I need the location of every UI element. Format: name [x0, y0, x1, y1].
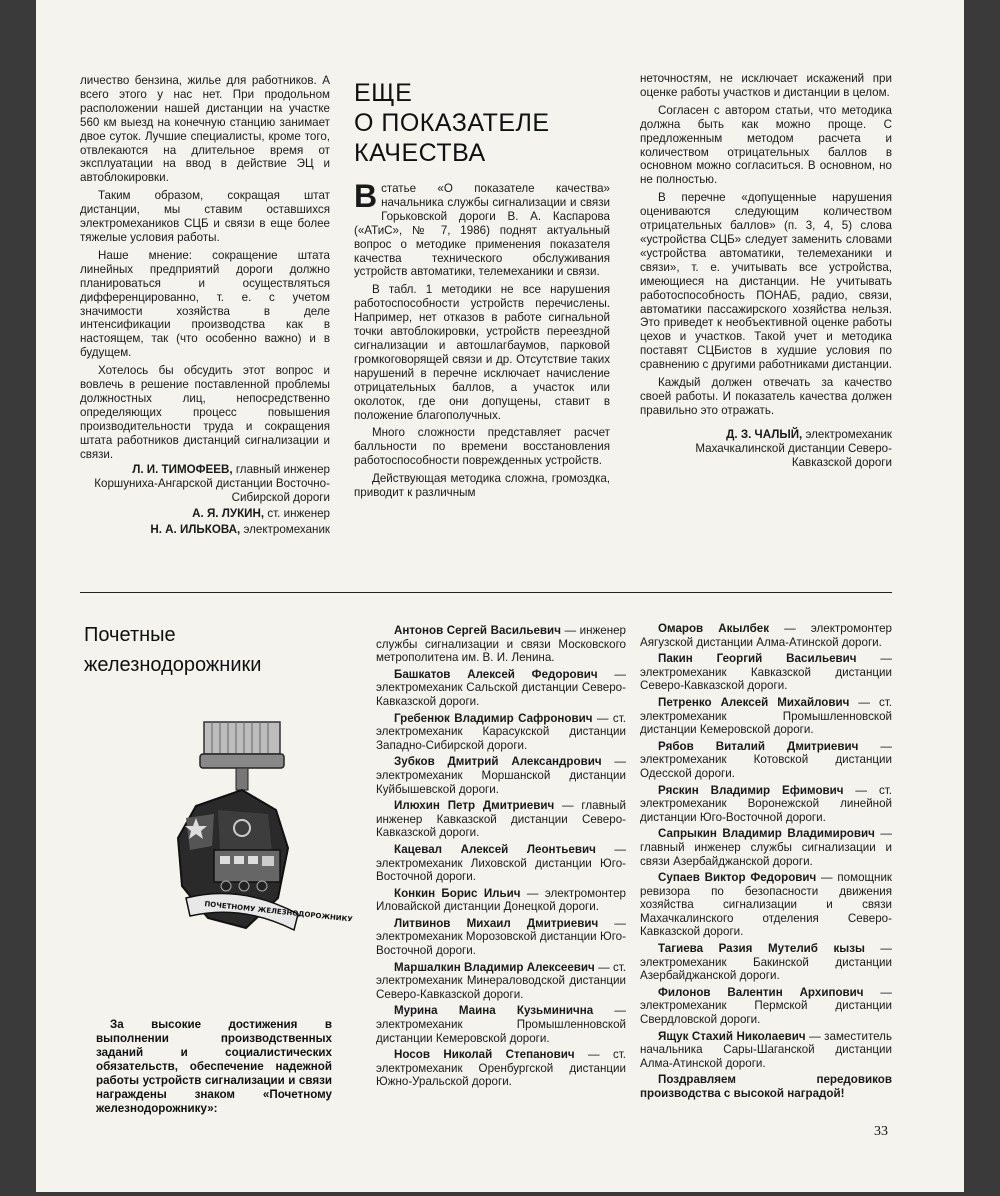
awardee-desc: — ст. электромеханик Минераловодской дистанции Северо-Кавказской дороги.: [376, 960, 626, 1001]
awardee-desc: — электромеханик Морозовской дистанции Юго-Восточной дороги.: [376, 916, 626, 958]
awardees-list-left: [376, 624, 626, 1092]
list-item: [376, 712, 626, 753]
awardee-desc: — электромеханик Лиховской дистанции Юго-Восточной дороги.: [376, 842, 626, 884]
paragraph: Согласен с автором статьи, что методика должна быть как можно проще. С предложенным методом расчета и количеством отрицательных баллов в основном можно согласиться. В основном, но не полностью.: [640, 103, 892, 187]
awardee-name: Маршалкин Владимир Алексеевич: [394, 960, 595, 974]
list-item: [376, 799, 626, 840]
article-headline: [354, 78, 610, 168]
awardee-name: Илюхин Петр Дмитриевич: [394, 799, 555, 813]
awardees-list-right: [640, 622, 892, 1104]
list-item: [376, 887, 626, 914]
list-item: [640, 740, 892, 781]
paragraph: Наше мнение: сокращение штата линейных предприятий дороги должно планироваться и осуществляться дифференцированно, т. е. с учетом значимости хозяйства в деле интенсификации производства как в настоящем, так (что особенно важно) и в будущем.: [80, 248, 330, 360]
awardee-desc: — ст. электромеханик Промышленновской дистанции Кемеровской дороги.: [640, 695, 892, 737]
page-number: 33: [874, 1124, 888, 1139]
awardee-name: Башкатов Алексей Федорович: [394, 667, 598, 681]
awardee-name: Тагиева Разия Мутелиб кызы: [658, 942, 865, 956]
award-intro: За высокие достижения в выполнении производственных заданий и социалистических обязательств, обеспечение надежной работы устройств сигнализации и связи награждены знаком «Почетному железнодорожнику»:: [96, 1018, 332, 1115]
awardee-name: Носов Николай Степанович: [394, 1048, 575, 1062]
awardee-desc: — ст. электромеханик Оренбургской дистанции Южно-Уральской дороги.: [376, 1048, 626, 1089]
awardee-name: Гребенюк Владимир Сафронович: [394, 711, 593, 725]
awardee-desc: — главный инженер Кавказской дистанции Северо-Кавказской дороги.: [376, 799, 626, 840]
awardee-name: Зубков Дмитрий Александрович: [394, 755, 602, 769]
awardee-name: Антонов Сергей Васильевич: [394, 624, 561, 637]
section-title: [84, 620, 324, 680]
right-column: [640, 72, 892, 469]
signature-role: электромеханик Махачкалинской дистанции Северо-Кавказской дороги: [695, 427, 892, 469]
awardee-name: Петренко Алексей Михайлович: [658, 695, 850, 709]
awardee-desc: — электромеханик Бакинской дистанции Азербайджанской дороги.: [640, 942, 892, 983]
list-item: [376, 1004, 626, 1045]
awardee-name: Рябов Виталий Дмитриевич: [658, 739, 859, 753]
list-item: [376, 843, 626, 884]
awardee-name: Ящук Стахий Николаевич: [658, 1029, 806, 1043]
list-item: [640, 986, 892, 1027]
badge-inscription: ПОЧЕТНОМУ ЖЕЛЕЗНОДОРОЖНИКУ: [203, 900, 354, 924]
list-item: [640, 784, 892, 825]
signature-role: электромеханик: [243, 523, 330, 537]
awardee-desc: — электромеханик Промышленновской дистанции Кемеровской дороги.: [376, 1004, 626, 1045]
awardee-name: Сапрыкин Владимир Владимирович: [658, 827, 875, 841]
awardee-desc: — инженер службы сигнализации и связи Московского метрополитена им. В. И. Ленина.: [376, 624, 626, 665]
awardee-desc: — электромеханик Пермской дистанции Свердловской дороги.: [640, 985, 892, 1027]
paragraph: личество бензина, жилье для работников. А всего этого у нас нет. При продольном расположении нашей дистанции на участке 560 км выезд на конечную станцию занимает двое суток. Лучшие специалисты, кроме того, отвлекаются на длительное время от эксплуатации на ввод в действие ЭЦ и автоблокировки.: [80, 74, 330, 185]
awardee-name: Мурина Маина Кузьминична: [394, 1004, 594, 1018]
paragraph: Много сложности представляет расчет балльности по времени восстановления работоспособности поврежденных устройств.: [354, 426, 610, 468]
section-title-line: железнодорожники: [84, 654, 262, 676]
list-item: [376, 917, 626, 958]
awardee-desc: — электромеханик Моршанской дистанции Куйбышевской дороги.: [376, 755, 626, 796]
signature: [80, 507, 330, 521]
list-item: [640, 871, 892, 939]
signature-name: Л. И. ТИМОФЕЕВ,: [132, 463, 233, 477]
awardee-desc: — электромеханик Кавказской дистанции Северо-Кавказской дороги.: [640, 652, 892, 693]
signature-role: ст. инженер: [267, 507, 330, 521]
list-item: [640, 827, 892, 868]
paragraph: [354, 178, 610, 279]
paragraph: В табл. 1 методики не все нарушения работоспособности устройств перечислены. Например, нет отказов в работе сигнальной точки автоблокировки, устройств переездной сигнализации и автошлагбаумов, парковой громкоговорящей связи и др. Отсутствие таких нарушений в перечне исключает начисление отрицательных баллов, а участок или околоток, где они допущены, ставит в положение благополучных.: [354, 283, 610, 422]
list-item: [640, 942, 892, 983]
section-divider: [80, 592, 892, 593]
signature: [80, 463, 330, 505]
awardee-desc: — электромонтер Аягузской дистанции Алма-Атинской дороги.: [640, 622, 892, 649]
signature: [640, 428, 892, 470]
awardee-name: Супаев Виктор Федорович: [658, 871, 817, 885]
awardee-desc: — ст. электромеханик Воронежской линейной дистанции Юго-Восточной дороги.: [640, 783, 892, 824]
paragraph: В перечне «допущенные нарушения оцениваются следующим количеством отрицательных баллов» (п. 3, 4, 5) слова «устройства СЦБ» следует заменить словами «устройства автоматики, телемеханики и связи», т. е. учитывать все устройства, имеющиеся на дистанции. Не учитывать работоспособность ПОНАБ, радио, связи, автоматики пассажирского хозяйства нельзя. Это приведет к необъективной оценке работы цехов и участков. Такой учет и методика поставят СЦБистов в худшие условия по сравнению с другими работниками дистанции.: [640, 191, 893, 372]
signature-name: Д. З. ЧАЛЫЙ,: [726, 427, 803, 441]
awardee-desc: — главный инженер службы сигнализации и связи Азербайджанской дороги.: [640, 827, 892, 868]
awardee-desc: — заместитель начальника Сары-Шаганской дистанции Алма-Атинской дороги.: [640, 1029, 892, 1070]
awardee-desc: — электромеханик Котовской дистанции Одесской дороги.: [640, 739, 892, 780]
list-item: [640, 652, 892, 693]
signature: [80, 523, 330, 537]
list-item: [640, 696, 892, 737]
list-item: [376, 1048, 626, 1089]
awardee-name: Литвинов Михаил Дмитриевич: [394, 916, 599, 930]
paragraph: Таким образом, сокращая штат дистанции, мы ставим оставшихся электромехаников СЦБ и связи в еще более тяжелые условия работы.: [80, 189, 330, 244]
paragraph: Действующая методика сложна, громоздка, приводит к различным: [354, 472, 610, 500]
paragraph: Хотелось бы обсудить этот вопрос и вовлечь в решение поставленной проблемы должностных лиц, непосредственно определяющих процесс повышения производительности труда и сокращения штата работников дистанций сигнализации и связи.: [80, 364, 330, 461]
headline-line: КАЧЕСТВА: [354, 139, 486, 167]
awardee-desc: — электромеханик Сальской дистанции Северо-Кавказской дороги.: [376, 667, 626, 708]
signature-role: главный инженер Коршуниха-Ангарской дистанции Восточно-Сибирской дороги: [94, 463, 330, 505]
lead-text: статье «О показателе качества» начальника службы сигнализации и связи Горьковской дороги В. А. Каспарова («АТиС», № 7, 1986) поднят актуальный вопрос о методике применения показателя качества технического обслуживания устройств автоматики, телемеханики и связи.: [354, 182, 610, 279]
awardee-desc: — ст. электромеханик Карасукской дистанции Западно-Сибирской дороги.: [376, 711, 626, 752]
closing-congratulation: Поздравляем передовиков производства с высокой наградой!: [640, 1073, 892, 1100]
section-title-line: Почетные: [84, 624, 176, 646]
headline-line: О ПОКАЗАТЕЛЕ: [354, 109, 550, 137]
magazine-page: [36, 0, 964, 1192]
paragraph: Каждый должен отвечать за качество своей работы. И показатель качества должен правильно это отражать.: [640, 376, 892, 417]
awardee-name: Ряскин Владимир Ефимович: [658, 783, 844, 797]
article-column: [354, 78, 610, 500]
left-column: [80, 74, 330, 537]
drop-cap: В: [354, 178, 378, 214]
list-item: [376, 668, 626, 709]
awardee-name: Конкин Борис Ильич: [394, 886, 521, 900]
list-item: [376, 755, 626, 796]
honorary-railwayman-badge-icon: [156, 718, 354, 948]
awardee-name: Кацевал Алексей Леонтьевич: [394, 842, 596, 856]
awardee-name: Пакин Георгий Васильевич: [658, 652, 857, 666]
paragraph: неточностям, не исключает искажений при оценке работы участков и дистанции в целом.: [640, 72, 892, 99]
awardee-desc: — электромонтер Иловайской дистанции Донецкой дороги.: [376, 886, 627, 914]
signature-name: А. Я. ЛУКИН,: [192, 507, 265, 521]
awardee-name: Филонов Валентин Архипович: [658, 985, 864, 999]
list-item: [376, 961, 626, 1002]
list-item: [640, 622, 892, 649]
awardee-name: Омаров Акылбек: [658, 622, 769, 635]
list-item: [376, 624, 626, 665]
signature-name: Н. А. ИЛЬКОВА,: [150, 523, 241, 537]
list-item: [640, 1030, 892, 1071]
headline-line: ЕЩЕ: [354, 79, 413, 107]
awardee-desc: — помощник ревизора по безопасности движения хозяйства сигнализации и связи Махачкалинского отделения Северо-Кавказской дороги.: [640, 871, 893, 939]
